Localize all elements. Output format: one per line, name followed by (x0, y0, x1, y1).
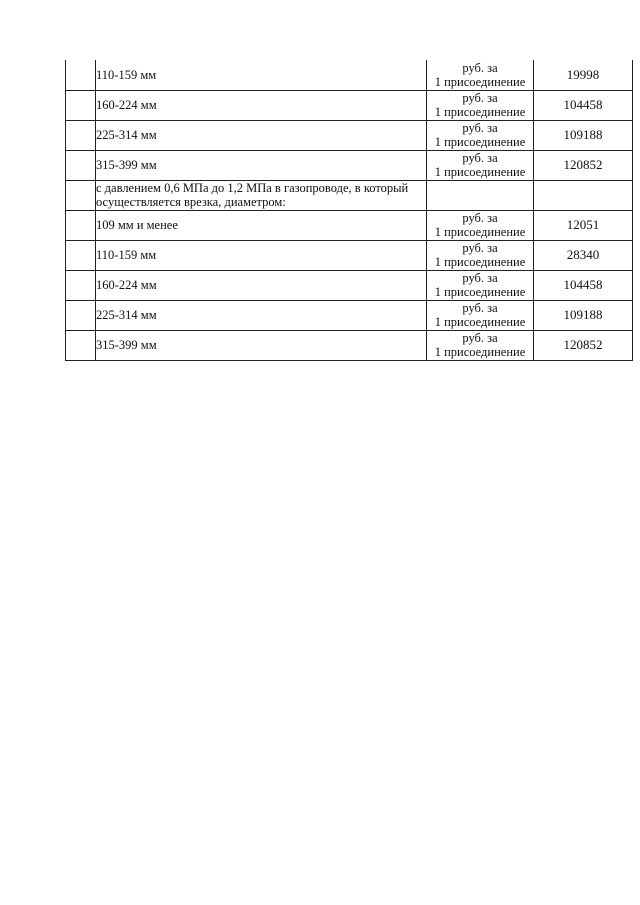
unit-line-2: 1 присоединение (434, 135, 526, 149)
unit-cell (427, 180, 534, 210)
unit-line-1: руб. за (462, 60, 498, 75)
unit-line-2: 1 присоединение (434, 285, 526, 299)
row-number-cell (66, 180, 96, 210)
row-number-cell (66, 210, 96, 240)
unit-line-1: руб. за (462, 271, 498, 285)
table-row (66, 210, 633, 240)
row-number-cell (66, 60, 96, 90)
row-number-cell (66, 150, 96, 180)
diameter-cell: 315-399 мм (96, 330, 427, 360)
row-number-cell (66, 300, 96, 330)
unit-cell (427, 300, 534, 330)
unit-line-1: руб. за (462, 241, 498, 255)
table-row (66, 270, 633, 300)
price-cell: 28340 (534, 240, 633, 270)
price-cell: 109188 (534, 300, 633, 330)
section-heading: с давлением 0,6 МПа до 1,2 МПа в газопроводе, в который осуществляется врезка, диаметром: (96, 180, 427, 210)
price-cell: 120852 (534, 150, 633, 180)
diameter-cell: 109 мм и менее (96, 210, 427, 240)
price-cell: 12051 (534, 210, 633, 240)
price-cell: 109188 (534, 120, 633, 150)
row-number-cell (66, 240, 96, 270)
unit-line-2: 1 присоединение (434, 165, 526, 179)
unit-cell (427, 270, 534, 300)
diameter-cell: 225-314 мм (96, 300, 427, 330)
row-number-cell (66, 330, 96, 360)
row-number-cell (66, 270, 96, 300)
price-cell: 104458 (534, 270, 633, 300)
unit-cell (427, 210, 534, 240)
row-number-cell (66, 120, 96, 150)
table-row (66, 330, 633, 360)
unit-line-1: руб. за (462, 121, 498, 135)
unit-line-2: 1 присоединение (434, 315, 526, 329)
unit-line-1: руб. за (462, 211, 498, 225)
diameter-cell: 225-314 мм (96, 120, 427, 150)
unit-cell (427, 150, 534, 180)
unit-cell (427, 90, 534, 120)
table-row (66, 240, 633, 270)
price-cell: 120852 (534, 330, 633, 360)
table-row (66, 300, 633, 330)
unit-line-1: руб. за (462, 151, 498, 165)
unit-cell (427, 330, 534, 360)
unit-line-2: 1 присоединение (434, 105, 526, 119)
unit-line-1: руб. за (462, 331, 498, 345)
unit-cell (427, 60, 534, 90)
unit-line-2: 1 присоединение (434, 225, 526, 239)
price-cell: 19998 (534, 60, 633, 90)
unit-line-2: 1 присоединение (434, 255, 526, 269)
unit-cell (427, 120, 534, 150)
tariff-table (65, 60, 633, 361)
section-heading-row (66, 180, 633, 210)
unit-line-1: руб. за (462, 91, 498, 105)
diameter-cell: 315-399 мм (96, 150, 427, 180)
unit-line-1: руб. за (462, 301, 498, 315)
table-row (66, 120, 633, 150)
unit-cell (427, 240, 534, 270)
price-cell: 104458 (534, 90, 633, 120)
diameter-cell: 110-159 мм (96, 240, 427, 270)
table-row (66, 90, 633, 120)
unit-line-2: 1 присоединение (434, 74, 526, 89)
price-cell (534, 180, 633, 210)
diameter-cell: 110-159 мм (96, 60, 427, 90)
unit-line-2: 1 присоединение (434, 345, 526, 359)
diameter-cell: 160-224 мм (96, 90, 427, 120)
row-number-cell (66, 90, 96, 120)
table-row (66, 60, 633, 90)
table-row (66, 150, 633, 180)
diameter-cell: 160-224 мм (96, 270, 427, 300)
